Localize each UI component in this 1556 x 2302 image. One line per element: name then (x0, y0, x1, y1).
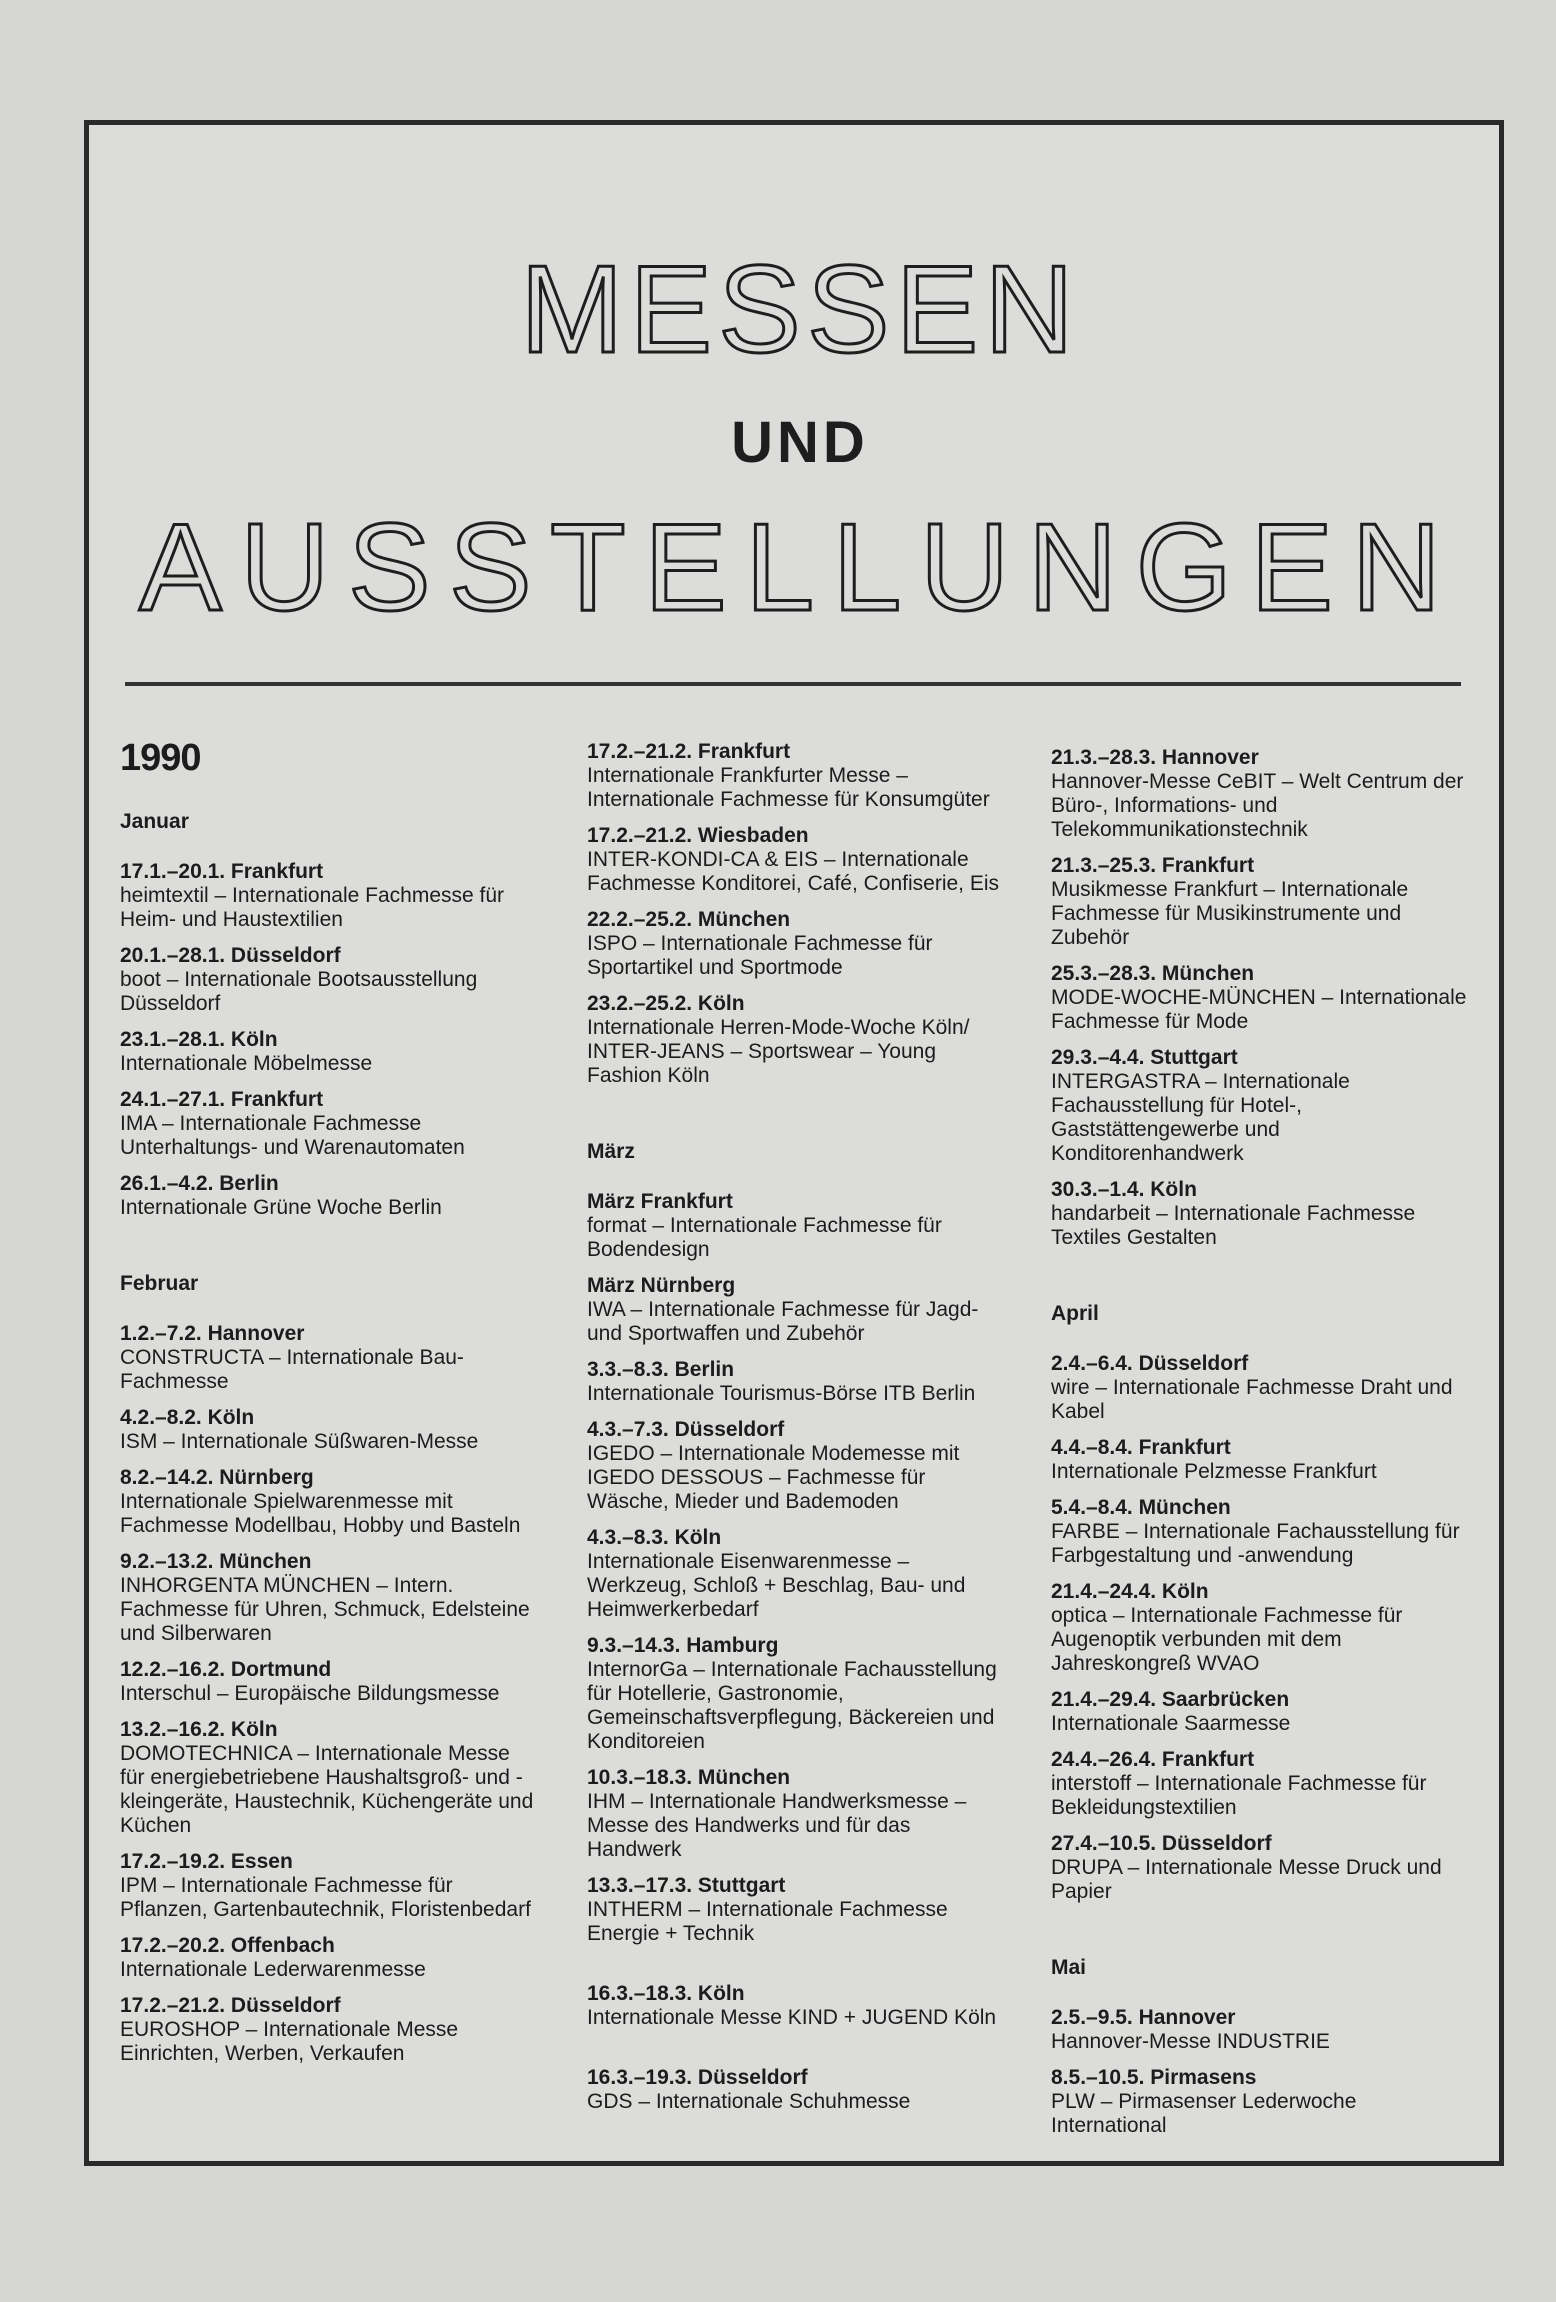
list-item (587, 992, 1007, 1088)
entry-date-city: 4.3.–8.3. Köln (587, 1526, 722, 1549)
list-item (587, 908, 1007, 980)
entry-date-city: 10.3.–18.3. München (587, 1766, 791, 1789)
entry-date-city: 3.3.–8.3. Berlin (587, 1358, 735, 1381)
entry-date-city: 9.3.–14.3. Hamburg (587, 1634, 779, 1657)
entry-date-city: 23.2.–25.2. Köln (587, 992, 745, 1015)
spacer (587, 1100, 1007, 1140)
entry-date-city: 20.1.–28.1. Düsseldorf (120, 944, 341, 967)
entry-date-city: 8.5.–10.5. Pirmasens (1051, 2066, 1257, 2089)
title-messen: MESSEN (520, 241, 1080, 379)
entry-date-city: 9.2.–13.2. München (120, 1550, 312, 1573)
column-3 (1051, 746, 1471, 2150)
list-item (587, 1190, 1007, 1262)
entry-description: IPM – Internationale Fachmesse für Pflanzen, Gartenbautechnik, Floristenbedarf (120, 1874, 531, 1921)
entry-description: heimtextil – Internationale Fachmesse für Heim- und Haustextilien (120, 884, 505, 931)
entry-date-city: 4.2.–8.2. Köln (120, 1406, 255, 1429)
entry-description: IGEDO – Internationale Modemesse mit IGEDO DESSOUS – Fachmesse für Wäsche, Mieder und Bademoden (587, 1442, 960, 1513)
entry-description: CONSTRUCTA – Internationale Bau-Fachmesse (120, 1346, 464, 1393)
entry-date-city: 27.4.–10.5. Düsseldorf (1051, 1832, 1272, 1855)
list-item (587, 1526, 1007, 1622)
entry-description: interstoff – Internationale Fachmesse für Bekleidungstextilien (1051, 1772, 1427, 1819)
list-item (1051, 1832, 1471, 1904)
entry-description: GDS – Internationale Schuhmesse (587, 2090, 911, 2113)
month-januar: Januar (120, 810, 189, 833)
entry-description: optica – Internationale Fachmesse für Augenoptik verbunden mit dem Jahreskongreß WVAO (1051, 1604, 1403, 1675)
list-item (1051, 1436, 1471, 1484)
list-item (587, 1358, 1007, 1406)
list-item (587, 1874, 1007, 1946)
entry-date-city: 2.5.–9.5. Hannover (1051, 2006, 1236, 2029)
spacer (1051, 1262, 1471, 1302)
list-item (120, 1550, 540, 1646)
entry-date-city: 24.4.–26.4. Frankfurt (1051, 1748, 1255, 1771)
spacer (120, 1232, 540, 1272)
entry-date-city: 1.2.–7.2. Hannover (120, 1322, 305, 1345)
entry-date-city: 30.3.–1.4. Köln (1051, 1178, 1197, 1201)
year-heading: 1990 (120, 737, 201, 779)
list-item (120, 1088, 540, 1160)
list-item (587, 1982, 1007, 2030)
entry-date-city: 5.4.–8.4. München (1051, 1496, 1231, 1519)
entry-date-city: 13.3.–17.3. Stuttgart (587, 1874, 786, 1897)
entry-date-city: 8.2.–14.2. Nürnberg (120, 1466, 314, 1489)
list-item (120, 1466, 540, 1538)
entry-description: boot – Internationale Bootsausstellung Düsseldorf (120, 968, 478, 1015)
entry-description: PLW – Pirmasenser Lederwoche International (1051, 2090, 1357, 2137)
list-item (1051, 1352, 1471, 1424)
entry-date-city: 17.2.–21.2. Frankfurt (587, 740, 791, 763)
entry-description: INTERGASTRA – Internationale Fachausstellung für Hotel-, Gaststättengewerbe und Konditorenhandwerk (1051, 1070, 1350, 1165)
column-2 (587, 740, 1007, 2126)
entry-date-city: 4.4.–8.4. Frankfurt (1051, 1436, 1231, 1459)
entry-date-city: 2.4.–6.4. Düsseldorf (1051, 1352, 1249, 1375)
list-item (1051, 1178, 1471, 1250)
entry-description: Internationale Herren-Mode-Woche Köln/ INTER-JEANS – Sportswear – Young Fashion Köln (587, 1016, 970, 1087)
month-mai: Mai (1051, 1956, 1087, 1979)
entry-date-city: 24.1.–27.1. Frankfurt (120, 1088, 324, 1111)
entry-date-city: 17.2.–21.2. Wiesbaden (587, 824, 809, 847)
entry-date-city: 23.1.–28.1. Köln (120, 1028, 278, 1051)
entry-date-city: 17.2.–21.2. Düsseldorf (120, 1994, 341, 2017)
entry-description: FARBE – Internationale Fachausstellung für Farbgestaltung und -anwendung (1051, 1520, 1460, 1567)
list-item (120, 1994, 540, 2066)
title-und: UND (731, 410, 869, 475)
list-item (1051, 746, 1471, 842)
entry-description: Internationale Messe KIND + JUGEND Köln (587, 2006, 997, 2029)
entry-date-city: 17.1.–20.1. Frankfurt (120, 860, 324, 883)
list-item (587, 1274, 1007, 1346)
entry-date-city: 12.2.–16.2. Dortmund (120, 1658, 332, 1681)
month-maerz: März (587, 1140, 635, 1163)
title-ausstellungen: AUSSTELLUNGEN (139, 499, 1449, 637)
entry-date-city: 16.3.–18.3. Köln (587, 1982, 745, 2005)
spacer (1051, 1916, 1471, 1956)
list-item (1051, 1748, 1471, 1820)
list-item (1051, 2066, 1471, 2138)
entry-date-city: März Nürnberg (587, 1274, 736, 1297)
entry-description: Internationale Lederwarenmesse (120, 1958, 426, 1981)
entry-description: InternorGa – Internationale Fachausstellung für Hotellerie, Gastronomie, Gemeinschaftsverpflegung, Bäckereien und Konditoreien (587, 1658, 997, 1753)
entry-description: ISM – Internationale Süßwaren-Messe (120, 1430, 479, 1453)
entry-date-city: 21.4.–29.4. Saarbrücken (1051, 1688, 1290, 1711)
list-item (1051, 1046, 1471, 1166)
spacer (587, 1958, 1007, 1982)
entry-date-city: 22.2.–25.2. München (587, 908, 791, 931)
entry-description: Internationale Eisenwarenmesse – Werkzeug, Schloß + Beschlag, Bau- und Heimwerkerbedarf (587, 1550, 966, 1621)
list-item (120, 944, 540, 1016)
list-item (1051, 1496, 1471, 1568)
entry-description: MODE-WOCHE-MÜNCHEN – Internationale Fachmesse für Mode (1051, 986, 1467, 1033)
entry-description: DRUPA – Internationale Messe Druck und Papier (1051, 1856, 1442, 1903)
list-item (587, 1766, 1007, 1862)
month-februar: Februar (120, 1272, 199, 1295)
list-item (120, 1172, 540, 1220)
spacer (587, 2042, 1007, 2066)
entry-description: Internationale Möbelmesse (120, 1052, 373, 1075)
month-april: April (1051, 1302, 1099, 1325)
entry-description: IHM – Internationale Handwerksmesse – Messe des Handwerks und für das Handwerk (587, 1790, 967, 1861)
entry-description: ISPO – Internationale Fachmesse für Sportartikel und Sportmode (587, 932, 933, 979)
list-item (587, 740, 1007, 812)
list-item (587, 824, 1007, 896)
list-item (1051, 2006, 1471, 2054)
entry-date-city: 17.2.–20.2. Offenbach (120, 1934, 335, 1957)
entry-description: EUROSHOP – Internationale Messe Einrichten, Werben, Verkaufen (120, 2018, 459, 2065)
list-item (120, 1718, 540, 1838)
list-item (587, 1634, 1007, 1754)
entry-description: Interschul – Europäische Bildungsmesse (120, 1682, 500, 1705)
entry-date-city: 21.4.–24.4. Köln (1051, 1580, 1209, 1603)
entry-date-city: 25.3.–28.3. München (1051, 962, 1255, 985)
entry-description: INTHERM – Internationale Fachmesse Energie + Technik (587, 1898, 948, 1945)
list-item (587, 2066, 1007, 2114)
entry-date-city: März Frankfurt (587, 1190, 733, 1213)
title-graphic (0, 0, 1556, 700)
list-item (120, 1322, 540, 1394)
entry-description: INHORGENTA MÜNCHEN – Intern. Fachmesse für Uhren, Schmuck, Edelsteine und Silberwaren (120, 1574, 530, 1645)
list-item (120, 1850, 540, 1922)
entry-description: Musikmesse Frankfurt – Internationale Fachmesse für Musikinstrumente und Zubehör (1051, 878, 1409, 949)
entry-description: Internationale Pelzmesse Frankfurt (1051, 1460, 1377, 1483)
column-1 (120, 736, 540, 2078)
list-item (120, 1406, 540, 1454)
entry-date-city: 16.3.–19.3. Düsseldorf (587, 2066, 808, 2089)
entry-date-city: 29.3.–4.4. Stuttgart (1051, 1046, 1238, 1069)
list-item (120, 860, 540, 932)
entry-description: Hannover-Messe CeBIT – Welt Centrum der Büro-, Informations- und Telekommunikationstechnik (1051, 770, 1464, 841)
entry-description: Internationale Saarmesse (1051, 1712, 1291, 1735)
entry-date-city: 21.3.–25.3. Frankfurt (1051, 854, 1255, 877)
entry-date-city: 13.2.–16.2. Köln (120, 1718, 278, 1741)
entry-description: IWA – Internationale Fachmesse für Jagd- und Sportwaffen und Zubehör (587, 1298, 979, 1345)
entry-description: Internationale Grüne Woche Berlin (120, 1196, 442, 1219)
entry-description: Internationale Frankfurter Messe – Internationale Fachmesse für Konsumgüter (587, 764, 990, 811)
entry-description: format – Internationale Fachmesse für Bodendesign (587, 1214, 942, 1261)
list-item (1051, 854, 1471, 950)
entry-date-city: 21.3.–28.3. Hannover (1051, 746, 1259, 769)
list-item (587, 1418, 1007, 1514)
list-item (1051, 1580, 1471, 1676)
entry-description: Internationale Spielwarenmesse mit Fachmesse Modellbau, Hobby und Basteln (120, 1490, 521, 1537)
entry-date-city: 4.3.–7.3. Düsseldorf (587, 1418, 785, 1441)
entry-description: INTER-KONDI-CA & EIS – Internationale Fachmesse Konditorei, Café, Confiserie, Eis (587, 848, 1000, 895)
list-item (120, 1028, 540, 1076)
entry-description: Internationale Tourismus-Börse ITB Berlin (587, 1382, 976, 1405)
list-item (120, 1658, 540, 1706)
entry-description: DOMOTECHNICA – Internationale Messe für energiebetriebene Haushaltsgroß- und -kleingeräte, Haustechnik, Küchengeräte und Küchen (120, 1742, 534, 1837)
list-item (1051, 1688, 1471, 1736)
entry-description: Hannover-Messe INDUSTRIE (1051, 2030, 1330, 2053)
entry-description: handarbeit – Internationale Fachmesse Textiles Gestalten (1051, 1202, 1416, 1249)
list-item (120, 1934, 540, 1982)
entry-description: IMA – Internationale Fachmesse Unterhaltungs- und Warenautomaten (120, 1112, 465, 1159)
list-item (1051, 962, 1471, 1034)
entry-description: wire – Internationale Fachmesse Draht und Kabel (1051, 1376, 1453, 1423)
title-divider (125, 682, 1461, 686)
entry-date-city: 26.1.–4.2. Berlin (120, 1172, 279, 1195)
entry-date-city: 17.2.–19.2. Essen (120, 1850, 293, 1873)
